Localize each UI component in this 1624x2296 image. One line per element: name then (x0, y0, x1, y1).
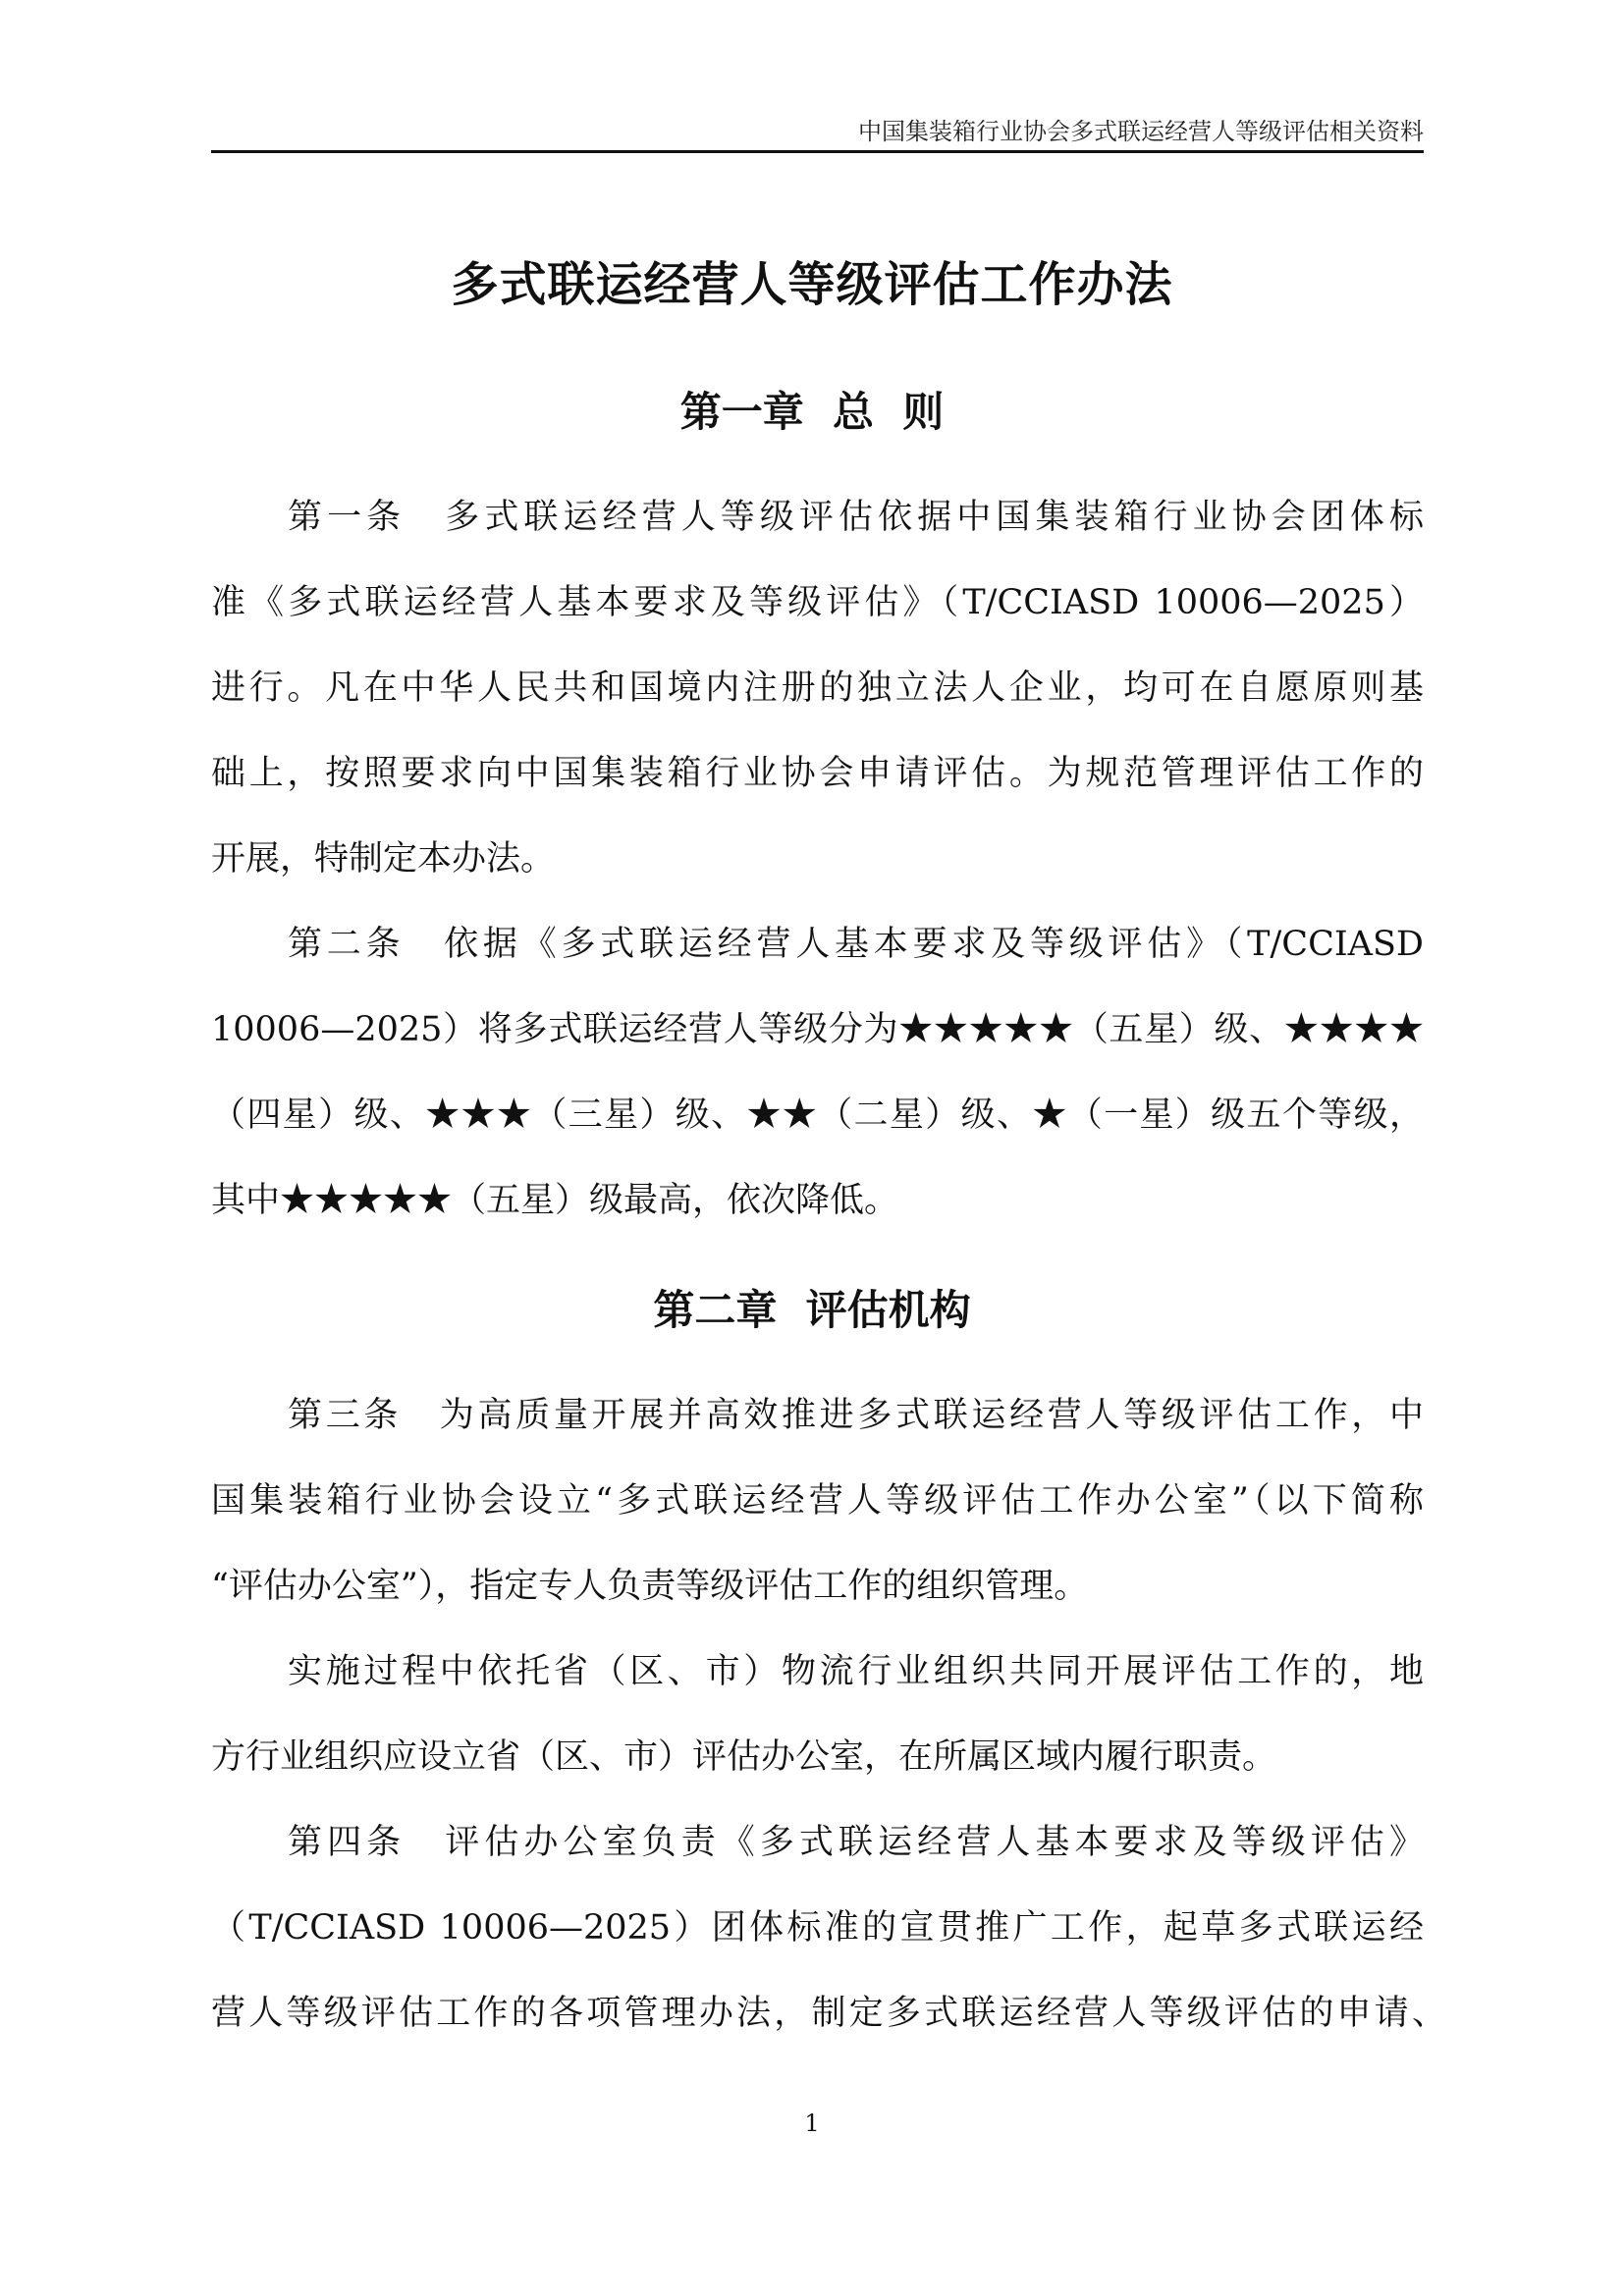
article-2-line: 10006—2025）将多式联运经营人等级分为★★★★★（五星）级、★★★★ (211, 1010, 1424, 1049)
header-rule (211, 150, 1424, 153)
article-4-line: （T/CCIASD 10006—2025）团体标准的宣贯推广工作，起草多式联运经 (211, 1908, 1424, 1948)
article-2-line: 其中★★★★★（五星）级最高，依次降低。 (211, 1181, 899, 1220)
article-3-line: “评估办公室”），指定专人负责等级评估工作的组织管理。 (211, 1567, 1089, 1606)
article-1-line: 开展，特制定本办法。 (211, 839, 556, 879)
chapter-1-body (211, 475, 1424, 1244)
article-2-line: 第二条 依据《多式联运经营人基本要求及等级评估》（T/CCIASD (288, 925, 1424, 964)
running-header: 中国集装箱行业协会多式联运经营人等级评估相关资料 (858, 118, 1424, 145)
chapter-2-body (211, 1373, 1446, 2056)
article-1-line: 础上，按照要求向中国集装箱行业协会申请评估。为规范管理评估工作的 (211, 754, 1424, 793)
article-2-line: （四星）级、★★★（三星）级、★★（二星）级、★（一星）级五个等级， (211, 1095, 1424, 1135)
article-3-line: 第三条 为高质量开展并高效推进多式联运经营人等级评估工作，中 (288, 1396, 1424, 1435)
article-3-paragraph-2-line: 实施过程中依托省（区、市）物流行业组织共同开展评估工作的，地 (288, 1652, 1424, 1691)
article-4-line: 营人等级评估工作的各项管理办法，制定多式联运经营人等级评估的申请、 (211, 1994, 1446, 2033)
article-1-line: 准《多式联运经营人基本要求及等级评估》（T/CCIASD 10006—2025） (211, 583, 1424, 622)
document-title: 多式联运经营人等级评估工作办法 (451, 257, 1173, 312)
article-4-line: 第四条 评估办公室负责《多式联运经营人基本要求及等级评估》 (288, 1823, 1424, 1862)
article-3-paragraph-2-line: 方行业组织应设立省（区、市）评估办公室，在所属区域内履行职责。 (211, 1737, 1277, 1777)
chapter-heading-1: 第一章 总 则 (679, 388, 945, 436)
article-1-line: 第一条 多式联运经营人等级评估依据中国集装箱行业协会团体标 (288, 498, 1424, 537)
page-number: 1 (804, 2109, 820, 2137)
article-1-line: 进行。凡在中华人民共和国境内注册的独立法人企业，均可在自愿原则基 (211, 668, 1424, 708)
article-3-line: 国集装箱行业协会设立“多式联运经营人等级评估工作办公室”（以下简称 (211, 1481, 1424, 1521)
chapter-heading-2: 第二章 评估机构 (653, 1286, 971, 1334)
